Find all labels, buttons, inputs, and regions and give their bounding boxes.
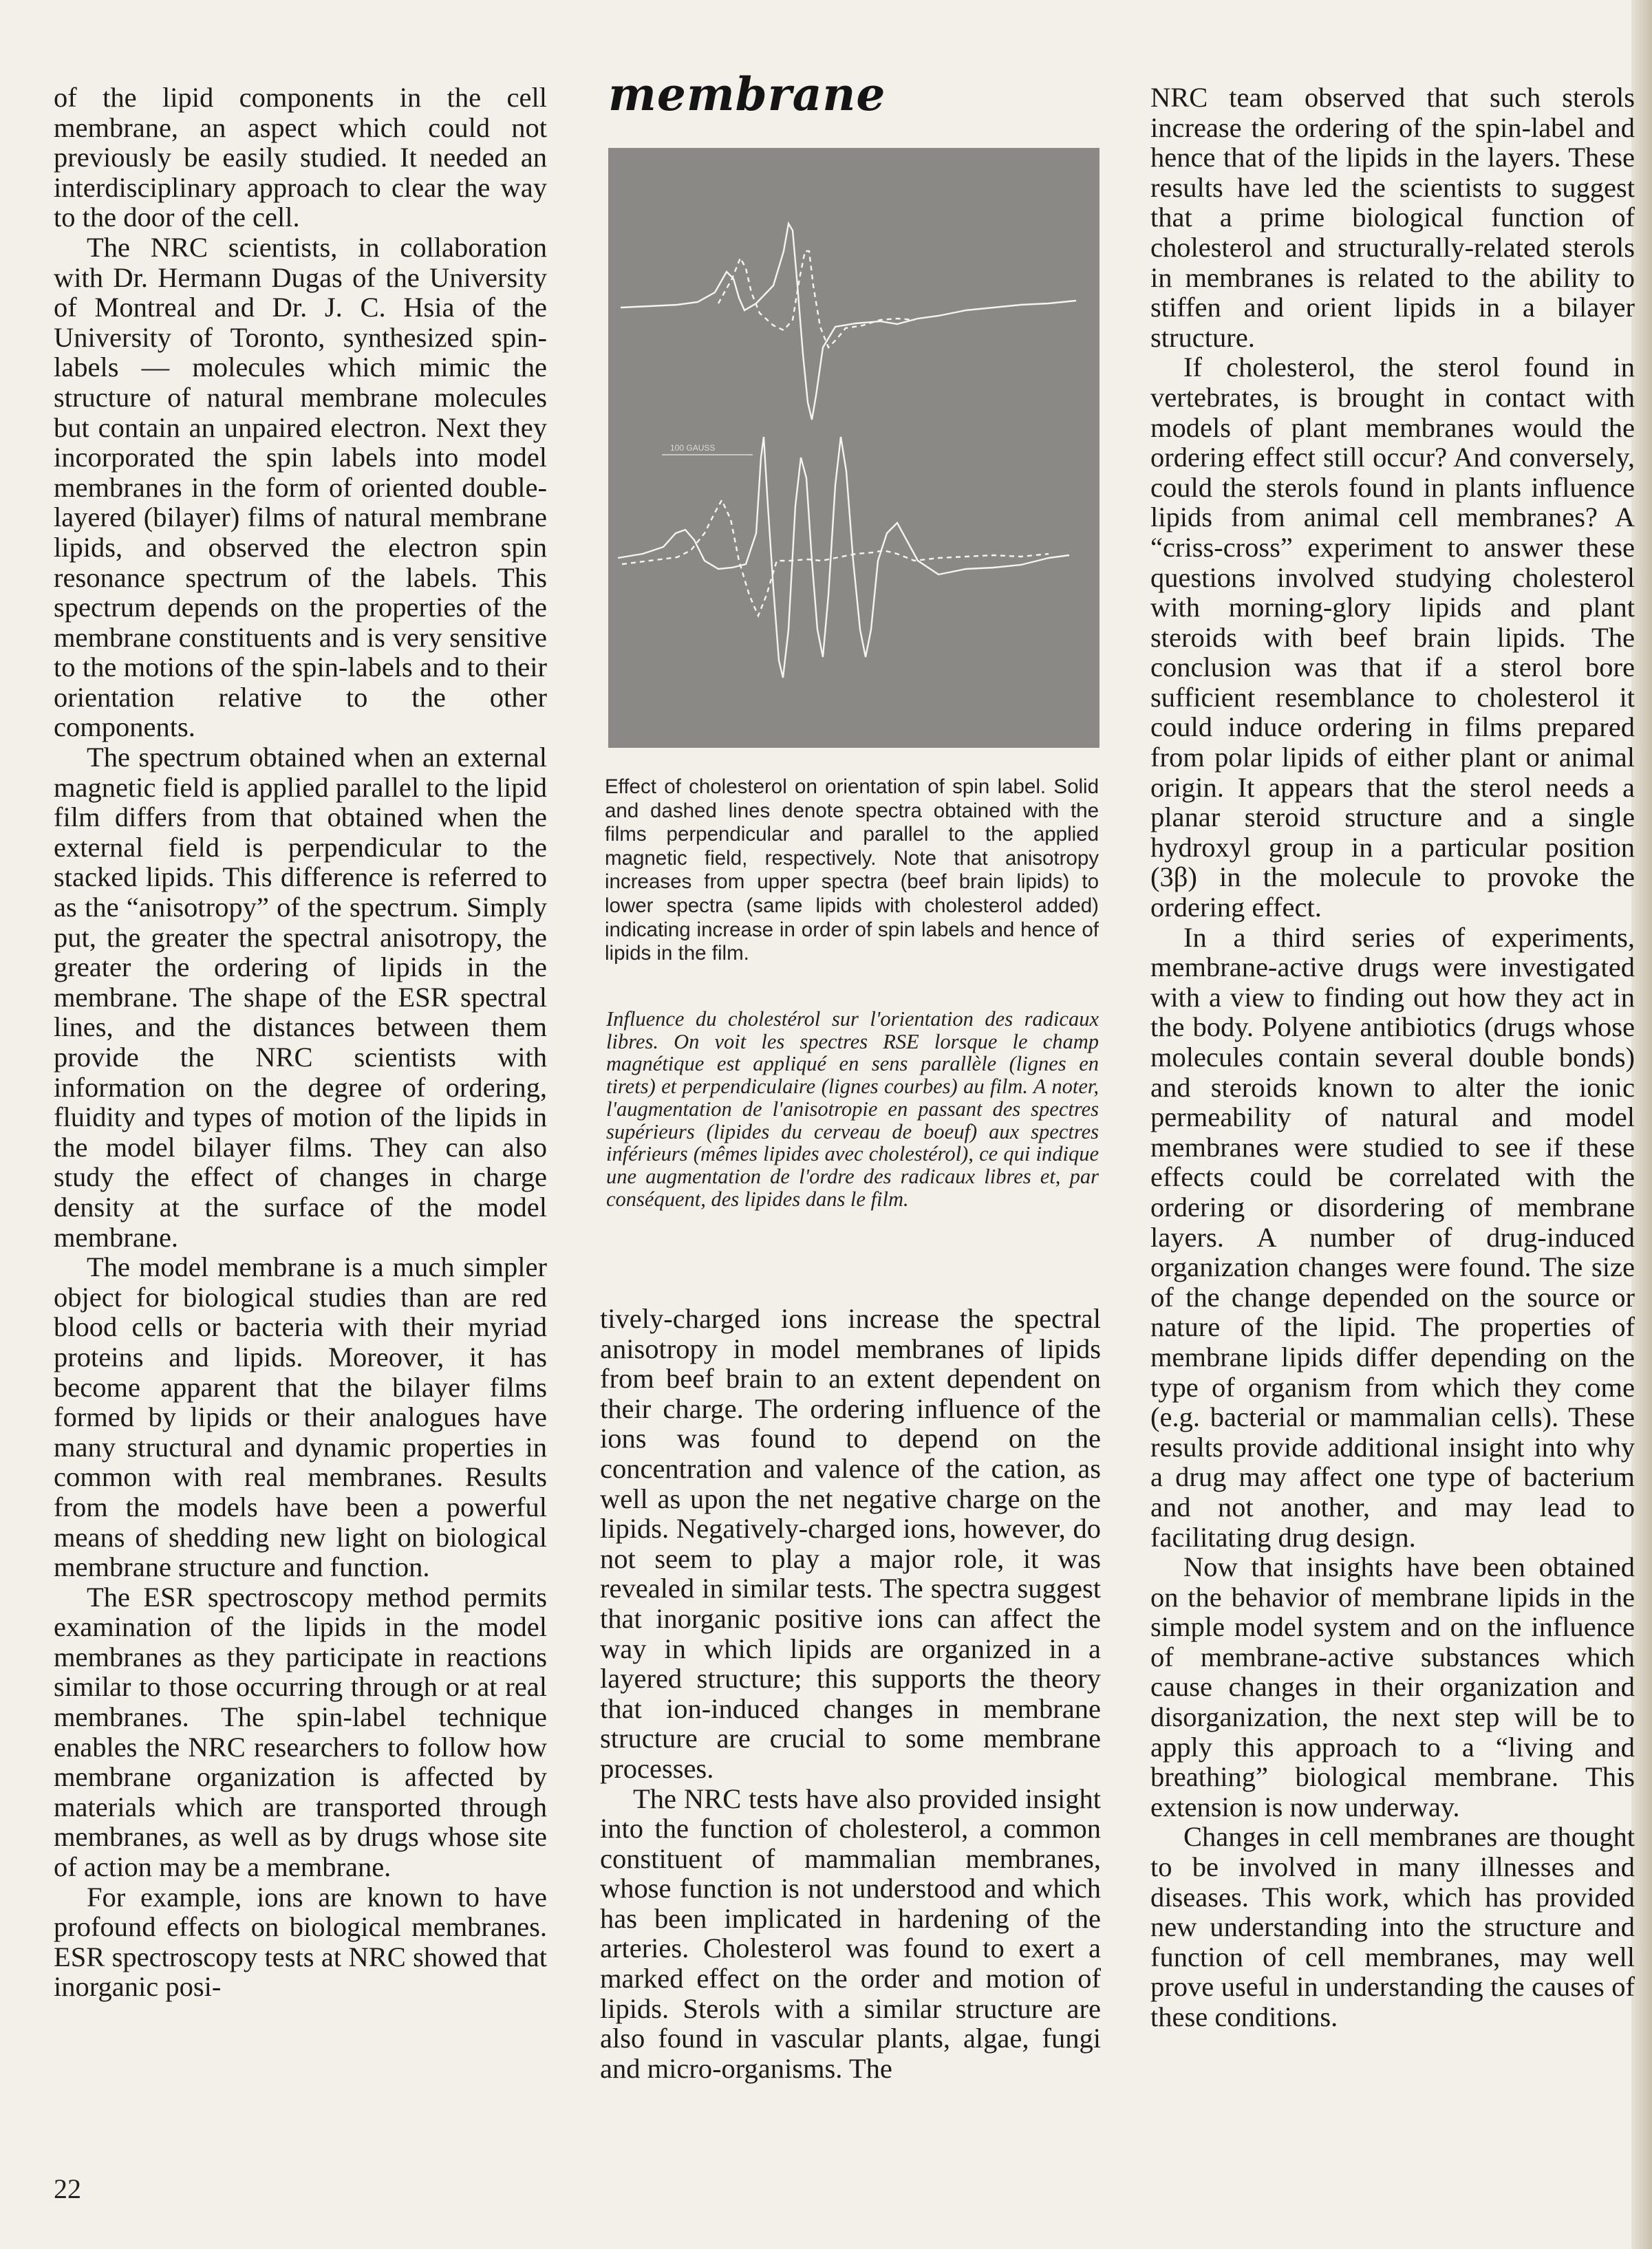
section-heading: membrane [608,67,886,121]
paragraph: In a third series of experiments, membrane-active drugs were investigated with a view to finding out how they act in the body. Polyene antibiotics (drugs whose molecules contain several double bonds) and steroids known to alter the ionic permeability of natural and model membranes were studied to see if these effects could be correlated with the ordering or disordering of membrane layers. A number of drug-induced organization changes were found. The size of the change depended on the source or nature of the lipid. The properties of membrane lipids differ depending on the type of organism from which they come (e.g. bacterial or mammalian cells). These results provide additional insight into why a drug may affect one type of bacterium and not another, and may lead to facilitating drug design. [1150,921,1635,1553]
paragraph: The model membrane is a much simpler object for biological studies than are red blood cells or bacteria with their myriad proteins and lipids. Moreover, it has become apparent that the bilayer films formed by lipids or their analogues have many structural and dynamic properties in common with real membranes. Results from the models have been a powerful means of shedding new light on biological membrane structure and function. [54,1251,547,1583]
figure-caption-english: Effect of cholesterol on orientation of spin label. Solid and dashed lines denote spectra obtained with the films perpendicular and parallel to the applied magnetic field, respectively. Note that anisotropy increases from upper spectra (beef brain lipids) to lower spectra (same lipids with cholesterol added) indicating increase in order of spin labels and hence of lipids in the film. [605,775,1099,965]
left-column [54,83,547,2002]
paragraph: The NRC tests have also provided insight into the function of cholesterol, a common constituent of mammalian membranes, whose function is not understood and which has been implicated in hardening of the arteries. Cholesterol was found to exert a marked effect on the order and motion of lipids. Sterols with a similar structure are also found in vascular plants, algae, fungi and micro-organisms. The [600,1783,1101,2084]
paragraph: The ESR spectroscopy method permits examination of the lipids in the model membranes as they participate in reactions similar to those occurring through or at real membranes. The spin-label technique enables the NRC researchers to follow how membrane organization is affected by materials which are transported through membranes, as well as by drugs whose site of action may be a membrane. [54,1581,547,1883]
paragraph: The NRC scientists, in collaboration with Dr. Hermann Dugas of the University of Montreal and Dr. J. C. Hsia of the University of Toronto, synthesized spin-labels — molecules which mimic the structure of natural membrane molecules but contain an unpaired electron. Next they incorporated the spin labels into model membranes in the form of oriented double-layered (bilayer) films of natural membrane lipids, and observed the electron spin resonance spectrum of the labels. This spectrum depends on the properties of the membrane constituents and is very sensitive to the motions of the spin-labels and to their orientation relative to the other components. [54,231,547,743]
right-column [1150,83,1635,2032]
paragraph: The spectrum obtained when an external magnetic field is applied parallel to the lipid film differs from that obtained when the external field is perpendicular to the stacked lipids. This difference is referred to as the “anisotropy” of the spectrum. Simply put, the greater the spectral anisotropy, the greater the ordering of lipids in the membrane. The shape of the ESR spectral lines, and the distances between them provide the NRC scientists with information on the degree of ordering, fluidity and types of motion of the lipids in the model bilayer films. They can also study the effect of changes in charge density at the surface of the model membrane. [54,742,547,1253]
paragraph: If cholesterol, the sterol found in vertebrates, is brought in contact with models of plant membranes would the ordering effect still occur? And conversely, could the sterols found in plants influence lipids from animal cell membranes? A “criss-cross” experiment to answer these questions involved studying cholesterol with morning-glory lipids and plant steroids with beef brain lipids. The conclusion was that if a sterol bore sufficient resemblance to cholesterol it could induce ordering in films prepared from polar lipids of either plant or animal origin. It appears that the sterol needs a planar steroid structure and a single hydroxyl group in a particular position (3β) in the molecule to provoke the ordering effect. [1150,352,1635,923]
middle-column [600,1304,1101,2083]
scale-bar-label: 100 GAUSS [670,443,716,453]
paragraph: of the lipid components in the cell membrane, an aspect which could not previously be easily studied. It needed an interdisciplinary approach to clear the way to the door of the cell. [54,82,547,233]
paragraph: Changes in cell membranes are thought to be involved in many illnesses and diseases. This work, which has provided new understanding into the structure and function of cell membranes, may well prove useful in understanding the causes of these conditions. [1150,1821,1635,2032]
page-number: 22 [54,2173,81,2204]
paragraph: tively-charged ions increase the spectral anisotropy in model membranes of lipids from beef brain to an extent dependent on their charge. The ordering influence of the ions was found to depend on the concentration and valence of the cation, as well as upon the net negative charge on the lipids. Negatively-charged ions, however, do not seem to play a major role, it was revealed in similar tests. The spectra suggest that inorganic positive ions can affect the way in which lipids are organized in a layered structure; this supports the theory that ion-induced changes in membrane structure are crucial to some membrane processes. [600,1303,1101,1784]
paragraph: NRC team observed that such sterols increase the ordering of the spin-label and hence that of the lipids in the layers. These results have led the scientists to suggest that a prime biological function of cholesterol and structurally-related sterols in membranes is related to the ability to stiffen and orient lipids in a bilayer structure. [1150,82,1635,353]
esr-spectra-figure [608,148,1099,748]
paragraph: Now that insights have been obtained on the behavior of membrane lipids in the simple model system and on the influence of membrane-active substances which cause changes in their organization and disorganization, the next step will be to apply this approach to a “living and breathing” biological membrane. This extension is now underway. [1150,1551,1635,1822]
figure-caption-french: Influence du cholestérol sur l'orientation des radicaux libres. On voit les spectres RSE lorsque le champ magnétique est appliqué en sens parallèle (lignes en tirets) et perpendiculaire (lignes courbes) au film. A noter, l'augmentation de l'anisotropie en passant des spectres supérieurs (lipides du cerveau de boeuf) aux spectres inférieurs (mêmes lipides avec cholestérol), ce qui indique une augmentation de l'ordre des radicaux libres et, par conséquent, des lipides dans le film. [606,1007,1099,1211]
paragraph: For example, ions are known to have profound effects on biological membranes. ESR spectroscopy tests at NRC showed that inorganic posi- [54,1881,547,2003]
